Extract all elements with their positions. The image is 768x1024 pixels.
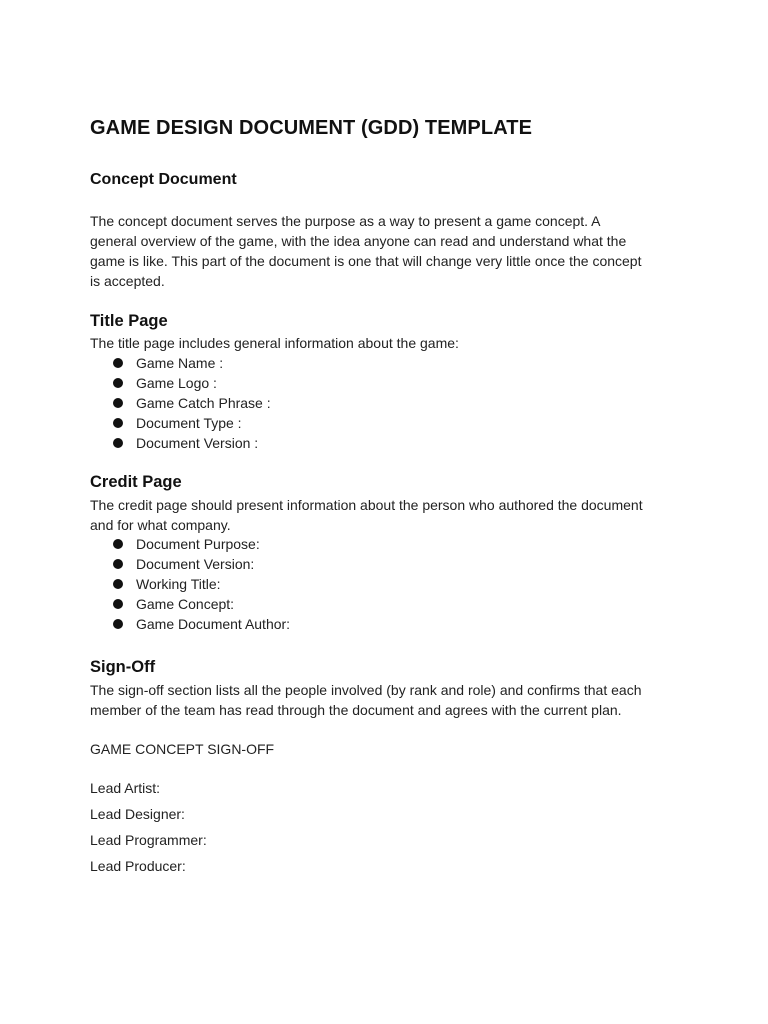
list-item (90, 614, 290, 634)
sign-off-intro-line-1: The sign-off section lists all the people involved (by rank and role) and confirms that each (90, 682, 642, 698)
bullet-dot-icon (113, 418, 123, 428)
sign-off-subheading: GAME CONCEPT SIGN-OFF (90, 741, 275, 757)
lead-producer-line: Lead Producer: (90, 858, 186, 874)
credit-page-heading: Credit Page (90, 473, 182, 491)
sign-off-intro (90, 680, 690, 720)
bullet-dot-icon (113, 398, 123, 408)
list-item (90, 594, 290, 614)
list-item (90, 574, 290, 594)
list-item-text: Working Title: (136, 576, 221, 592)
list-item-text: Document Purpose: (136, 536, 260, 552)
credit-page-intro (90, 495, 690, 535)
credit-intro-line-1: The credit page should present information about the person who authored the document (90, 497, 643, 513)
list-item-text: Game Catch Phrase : (136, 395, 271, 411)
title-page-heading: Title Page (90, 312, 168, 330)
list-item (90, 373, 271, 393)
title-page-list (90, 353, 271, 453)
lead-artist-line: Lead Artist: (90, 780, 161, 796)
credit-page-list (90, 534, 290, 634)
list-item-text: Game Concept: (136, 596, 235, 612)
credit-intro-line-2: and for what company. (90, 517, 231, 533)
list-item (90, 353, 271, 373)
document-title: GAME DESIGN DOCUMENT (GDD) TEMPLATE (90, 117, 533, 139)
concept-document-heading: Concept Document (90, 171, 237, 188)
sign-off-intro-line-2: member of the team has read through the document and agrees with the current plan. (90, 702, 622, 718)
list-item-text: Document Type : (136, 415, 242, 431)
bullet-dot-icon (113, 559, 123, 569)
bullet-dot-icon (113, 579, 123, 589)
list-item (90, 413, 271, 433)
concept-document-paragraph (90, 211, 690, 291)
bullet-dot-icon (113, 438, 123, 448)
list-item (90, 534, 290, 554)
bullet-dot-icon (113, 539, 123, 549)
concept-line-3: game is like. This part of the document is one that will change very little once the concept (90, 253, 642, 269)
title-page-intro: The title page includes general information about the game: (90, 335, 459, 351)
lead-designer-line: Lead Designer: (90, 806, 185, 822)
concept-line-1: The concept document serves the purpose as a way to present a game concept. A (90, 213, 601, 229)
bullet-dot-icon (113, 358, 123, 368)
list-item-text: Document Version: (136, 556, 255, 572)
concept-line-4: is accepted. (90, 273, 165, 289)
list-item (90, 554, 290, 574)
concept-line-2: general overview of the game, with the idea anyone can read and understand what the (90, 233, 627, 249)
sign-off-heading: Sign-Off (90, 658, 156, 676)
lead-programmer-line: Lead Programmer: (90, 832, 207, 848)
bullet-dot-icon (113, 619, 123, 629)
list-item (90, 433, 271, 453)
list-item-text: Game Logo : (136, 375, 217, 391)
list-item-text: Game Document Author: (136, 616, 291, 632)
list-item-text: Document Version : (136, 435, 259, 451)
list-item-text: Game Name : (136, 355, 224, 371)
bullet-dot-icon (113, 378, 123, 388)
list-item (90, 393, 271, 413)
bullet-dot-icon (113, 599, 123, 609)
